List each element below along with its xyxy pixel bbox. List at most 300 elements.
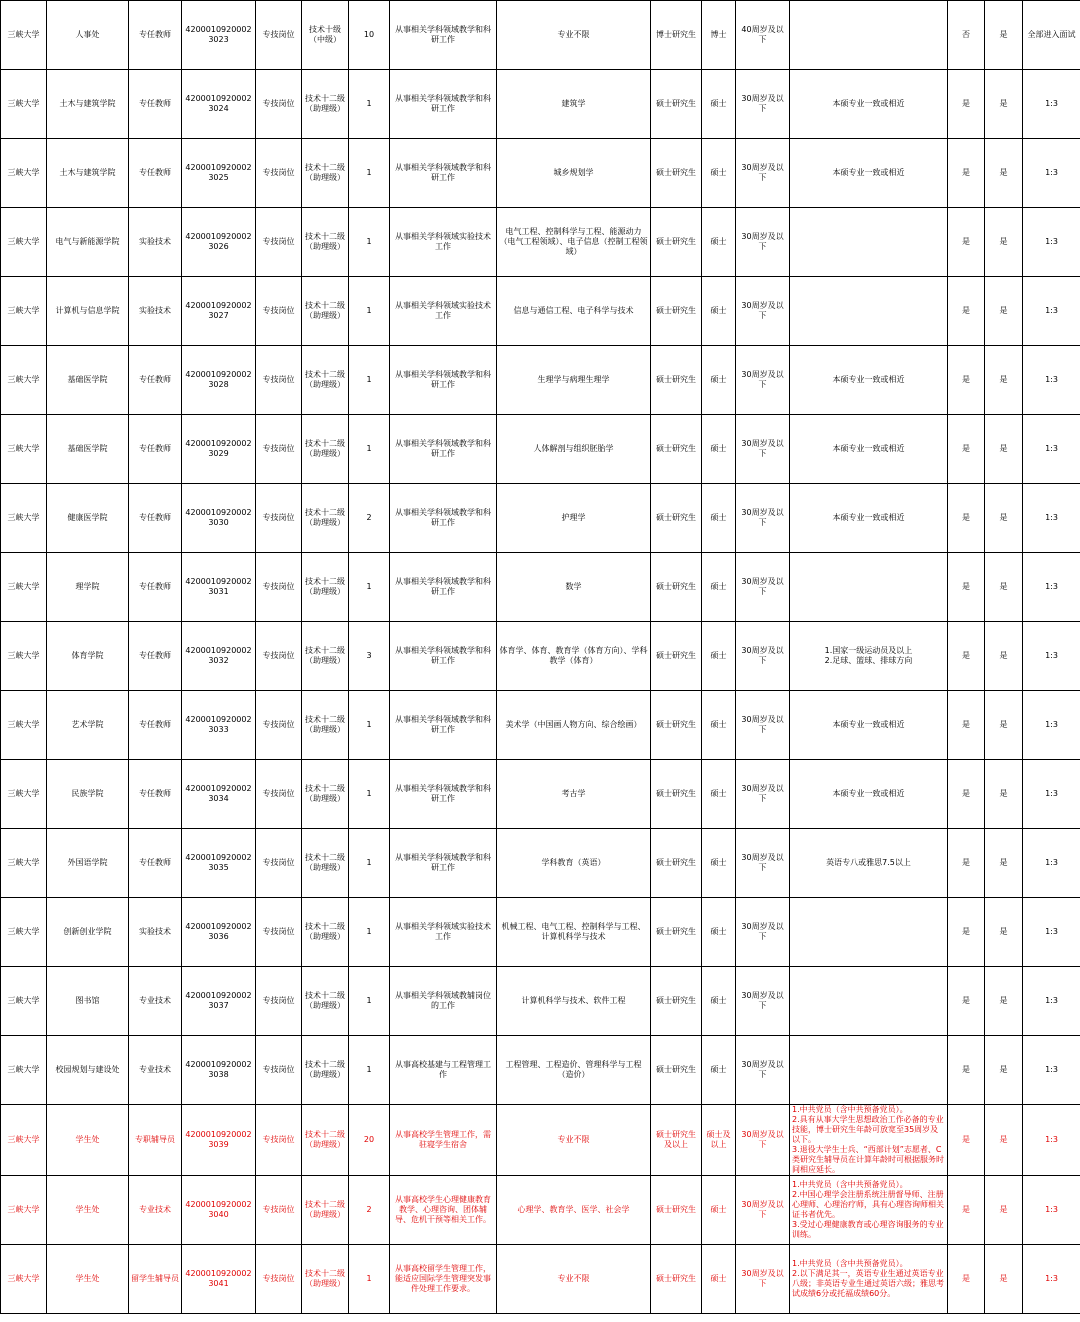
post-code-cell: 42000109200023037 xyxy=(182,967,256,1036)
post-type-cell: 专业技术 xyxy=(129,967,182,1036)
headcount-cell: 1 xyxy=(349,898,390,967)
other-requirements-cell xyxy=(790,898,948,967)
post-type-cell: 专任教师 xyxy=(129,829,182,898)
post-type-cell: 实验技术 xyxy=(129,277,182,346)
degree-cell: 硕士 xyxy=(702,70,736,139)
duty-cell: 从事相关学科领域教学和科研工作 xyxy=(390,139,497,208)
post-level-cell: 技术十二级（助理级） xyxy=(302,898,349,967)
duty-cell: 从事相关学科领域实验技术工作 xyxy=(390,277,497,346)
condition-cell-2: 是 xyxy=(985,1,1023,70)
other-requirements-cell: 本硕专业一致或相近 xyxy=(790,139,948,208)
duty-cell: 从事相关学科领域教学和科研工作 xyxy=(390,70,497,139)
interview-ratio-cell: 1:3 xyxy=(1023,208,1080,277)
unit-cell: 三峡大学 xyxy=(1,70,47,139)
department-cell: 人事处 xyxy=(47,1,129,70)
headcount-cell: 2 xyxy=(349,484,390,553)
age-cell: 30周岁及以下 xyxy=(736,622,790,691)
post-category-cell: 专技岗位 xyxy=(256,898,302,967)
post-level-cell: 技术十二级（助理级） xyxy=(302,1105,349,1176)
duty-cell: 从事相关学科领域教学和科研工作 xyxy=(390,346,497,415)
table-body xyxy=(1,1,1080,1314)
headcount-cell: 1 xyxy=(349,1036,390,1105)
department-cell: 图书馆 xyxy=(47,967,129,1036)
table-row xyxy=(1,553,1080,622)
other-requirements-cell: 本硕专业一致或相近 xyxy=(790,346,948,415)
condition-cell-1: 是 xyxy=(948,1105,985,1176)
condition-cell-2: 是 xyxy=(985,208,1023,277)
duty-cell: 从事相关学科领域教学和科研工作 xyxy=(390,760,497,829)
department-cell: 计算机与信息学院 xyxy=(47,277,129,346)
post-category-cell: 专技岗位 xyxy=(256,553,302,622)
interview-ratio-cell: 1:3 xyxy=(1023,139,1080,208)
post-code-cell: 42000109200023025 xyxy=(182,139,256,208)
other-requirements-cell xyxy=(790,208,948,277)
table-row xyxy=(1,70,1080,139)
post-category-cell: 专技岗位 xyxy=(256,622,302,691)
major-cell: 计算机科学与技术、软件工程 xyxy=(497,967,651,1036)
condition-cell-1: 是 xyxy=(948,760,985,829)
post-type-cell: 专任教师 xyxy=(129,346,182,415)
post-category-cell: 专技岗位 xyxy=(256,760,302,829)
table-row xyxy=(1,484,1080,553)
interview-ratio-cell: 1:3 xyxy=(1023,484,1080,553)
post-type-cell: 专任教师 xyxy=(129,139,182,208)
headcount-cell: 20 xyxy=(349,1105,390,1176)
degree-cell: 硕士 xyxy=(702,553,736,622)
post-category-cell: 专技岗位 xyxy=(256,829,302,898)
major-cell: 信息与通信工程、电子科学与技术 xyxy=(497,277,651,346)
condition-cell-1: 是 xyxy=(948,1176,985,1245)
post-code-cell: 42000109200023034 xyxy=(182,760,256,829)
post-type-cell: 专任教师 xyxy=(129,1,182,70)
department-cell: 民族学院 xyxy=(47,760,129,829)
post-code-cell: 42000109200023031 xyxy=(182,553,256,622)
department-cell: 基础医学院 xyxy=(47,415,129,484)
table-row xyxy=(1,1036,1080,1105)
post-code-cell: 42000109200023028 xyxy=(182,346,256,415)
table-row xyxy=(1,346,1080,415)
post-level-cell: 技术十二级（助理级） xyxy=(302,139,349,208)
post-level-cell: 技术十二级（助理级） xyxy=(302,1176,349,1245)
post-type-cell: 专职辅导员 xyxy=(129,1105,182,1176)
post-category-cell: 专技岗位 xyxy=(256,967,302,1036)
condition-cell-2: 是 xyxy=(985,484,1023,553)
education-cell: 硕士研究生 xyxy=(651,484,702,553)
post-category-cell: 专技岗位 xyxy=(256,1,302,70)
degree-cell: 硕士 xyxy=(702,208,736,277)
table-row xyxy=(1,1105,1080,1176)
table-row xyxy=(1,415,1080,484)
age-cell: 30周岁及以下 xyxy=(736,70,790,139)
other-requirements-cell xyxy=(790,277,948,346)
other-requirements-cell: 1.中共党员（含中共预备党员）。 2.以下满足其一，英语专业生通过英语专业八级；非英语专业生通过英语六级；雅思考试成绩6分或托福成绩60分。 xyxy=(790,1245,948,1314)
interview-ratio-cell: 1:3 xyxy=(1023,829,1080,898)
table-row xyxy=(1,760,1080,829)
duty-cell: 从事相关学科领域教学和科研工作 xyxy=(390,622,497,691)
post-level-cell: 技术十二级（助理级） xyxy=(302,1036,349,1105)
degree-cell: 硕士及以上 xyxy=(702,1105,736,1176)
post-category-cell: 专技岗位 xyxy=(256,1176,302,1245)
interview-ratio-cell: 1:3 xyxy=(1023,760,1080,829)
education-cell: 硕士研究生 xyxy=(651,553,702,622)
headcount-cell: 1 xyxy=(349,139,390,208)
post-category-cell: 专技岗位 xyxy=(256,208,302,277)
department-cell: 学生处 xyxy=(47,1105,129,1176)
condition-cell-2: 是 xyxy=(985,898,1023,967)
duty-cell: 从事高校留学生管理工作，能适应国际学生管理突发事件处理工作要求。 xyxy=(390,1245,497,1314)
condition-cell-2: 是 xyxy=(985,139,1023,208)
interview-ratio-cell: 1:3 xyxy=(1023,898,1080,967)
condition-cell-1: 是 xyxy=(948,277,985,346)
post-level-cell: 技术十二级（助理级） xyxy=(302,70,349,139)
interview-ratio-cell: 1:3 xyxy=(1023,277,1080,346)
major-cell: 专业不限 xyxy=(497,1245,651,1314)
post-level-cell: 技术十二级（助理级） xyxy=(302,967,349,1036)
condition-cell-2: 是 xyxy=(985,415,1023,484)
post-category-cell: 专技岗位 xyxy=(256,139,302,208)
education-cell: 硕士研究生 xyxy=(651,1245,702,1314)
condition-cell-2: 是 xyxy=(985,277,1023,346)
headcount-cell: 3 xyxy=(349,622,390,691)
unit-cell: 三峡大学 xyxy=(1,1176,47,1245)
unit-cell: 三峡大学 xyxy=(1,208,47,277)
interview-ratio-cell: 全部进入面试 xyxy=(1023,1,1080,70)
other-requirements-cell: 本硕专业一致或相近 xyxy=(790,70,948,139)
headcount-cell: 1 xyxy=(349,277,390,346)
post-code-cell: 42000109200023032 xyxy=(182,622,256,691)
post-code-cell: 42000109200023038 xyxy=(182,1036,256,1105)
department-cell: 学生处 xyxy=(47,1245,129,1314)
post-category-cell: 专技岗位 xyxy=(256,70,302,139)
degree-cell: 硕士 xyxy=(702,277,736,346)
condition-cell-1: 是 xyxy=(948,208,985,277)
age-cell: 30周岁及以下 xyxy=(736,898,790,967)
department-cell: 土木与建筑学院 xyxy=(47,70,129,139)
table-row xyxy=(1,1176,1080,1245)
condition-cell-1: 是 xyxy=(948,1245,985,1314)
education-cell: 硕士研究生 xyxy=(651,1036,702,1105)
degree-cell: 硕士 xyxy=(702,967,736,1036)
duty-cell: 从事相关学科领域实验技术工作 xyxy=(390,898,497,967)
unit-cell: 三峡大学 xyxy=(1,415,47,484)
post-code-cell: 42000109200023029 xyxy=(182,415,256,484)
post-code-cell: 42000109200023030 xyxy=(182,484,256,553)
condition-cell-1: 是 xyxy=(948,898,985,967)
post-code-cell: 42000109200023040 xyxy=(182,1176,256,1245)
table-row xyxy=(1,277,1080,346)
other-requirements-cell: 本硕专业一致或相近 xyxy=(790,691,948,760)
interview-ratio-cell: 1:3 xyxy=(1023,1036,1080,1105)
other-requirements-cell: 本硕专业一致或相近 xyxy=(790,760,948,829)
major-cell: 体育学、体育、教育学（体育方向）、学科教学（体育） xyxy=(497,622,651,691)
education-cell: 硕士研究生 xyxy=(651,1176,702,1245)
post-level-cell: 技术十二级（助理级） xyxy=(302,415,349,484)
department-cell: 学生处 xyxy=(47,1176,129,1245)
table-row xyxy=(1,829,1080,898)
degree-cell: 硕士 xyxy=(702,1036,736,1105)
post-type-cell: 专任教师 xyxy=(129,484,182,553)
post-level-cell: 技术十二级（助理级） xyxy=(302,1245,349,1314)
post-type-cell: 专任教师 xyxy=(129,415,182,484)
post-category-cell: 专技岗位 xyxy=(256,1245,302,1314)
post-code-cell: 42000109200023033 xyxy=(182,691,256,760)
other-requirements-cell: 1.中共党员（含中共预备党员）。 2.具有从事大学生思想政治工作必备的专业技能，博士研究生年龄可放宽至35周岁及以下。 3.退役大学生士兵、“西部计划”志愿者、C类研究生辅导员在计算年龄时可根据服务时间相应延长。 xyxy=(790,1105,948,1176)
table-row xyxy=(1,1245,1080,1314)
unit-cell: 三峡大学 xyxy=(1,346,47,415)
interview-ratio-cell: 1:3 xyxy=(1023,691,1080,760)
age-cell: 30周岁及以下 xyxy=(736,139,790,208)
degree-cell: 硕士 xyxy=(702,691,736,760)
major-cell: 人体解剖与组织胚胎学 xyxy=(497,415,651,484)
condition-cell-1: 是 xyxy=(948,139,985,208)
age-cell: 30周岁及以下 xyxy=(736,208,790,277)
education-cell: 硕士研究生 xyxy=(651,691,702,760)
table-row xyxy=(1,967,1080,1036)
post-type-cell: 实验技术 xyxy=(129,208,182,277)
post-category-cell: 专技岗位 xyxy=(256,1036,302,1105)
major-cell: 美术学（中国画人物方向、综合绘画） xyxy=(497,691,651,760)
major-cell: 心理学、教育学、医学、社会学 xyxy=(497,1176,651,1245)
other-requirements-cell xyxy=(790,1036,948,1105)
post-level-cell: 技术十级（中级） xyxy=(302,1,349,70)
post-type-cell: 专任教师 xyxy=(129,691,182,760)
major-cell: 建筑学 xyxy=(497,70,651,139)
condition-cell-1: 是 xyxy=(948,484,985,553)
education-cell: 硕士研究生 xyxy=(651,208,702,277)
headcount-cell: 1 xyxy=(349,70,390,139)
headcount-cell: 1 xyxy=(349,415,390,484)
unit-cell: 三峡大学 xyxy=(1,691,47,760)
unit-cell: 三峡大学 xyxy=(1,1245,47,1314)
post-type-cell: 专任教师 xyxy=(129,760,182,829)
degree-cell: 硕士 xyxy=(702,346,736,415)
post-category-cell: 专技岗位 xyxy=(256,277,302,346)
post-type-cell: 专业技术 xyxy=(129,1176,182,1245)
headcount-cell: 1 xyxy=(349,1245,390,1314)
condition-cell-2: 是 xyxy=(985,691,1023,760)
headcount-cell: 10 xyxy=(349,1,390,70)
interview-ratio-cell: 1:3 xyxy=(1023,553,1080,622)
unit-cell: 三峡大学 xyxy=(1,484,47,553)
degree-cell: 硕士 xyxy=(702,898,736,967)
other-requirements-cell xyxy=(790,553,948,622)
other-requirements-cell: 本硕专业一致或相近 xyxy=(790,415,948,484)
department-cell: 体育学院 xyxy=(47,622,129,691)
unit-cell: 三峡大学 xyxy=(1,622,47,691)
interview-ratio-cell: 1:3 xyxy=(1023,346,1080,415)
department-cell: 创新创业学院 xyxy=(47,898,129,967)
age-cell: 40周岁及以下 xyxy=(736,1,790,70)
degree-cell: 硕士 xyxy=(702,139,736,208)
interview-ratio-cell: 1:3 xyxy=(1023,1176,1080,1245)
age-cell: 30周岁及以下 xyxy=(736,967,790,1036)
degree-cell: 硕士 xyxy=(702,1245,736,1314)
education-cell: 硕士研究生 xyxy=(651,760,702,829)
post-code-cell: 42000109200023027 xyxy=(182,277,256,346)
education-cell: 硕士研究生 xyxy=(651,898,702,967)
major-cell: 专业不限 xyxy=(497,1105,651,1176)
department-cell: 校园规划与建设处 xyxy=(47,1036,129,1105)
unit-cell: 三峡大学 xyxy=(1,1036,47,1105)
degree-cell: 硕士 xyxy=(702,415,736,484)
headcount-cell: 1 xyxy=(349,760,390,829)
age-cell: 30周岁及以下 xyxy=(736,277,790,346)
post-level-cell: 技术十二级（助理级） xyxy=(302,484,349,553)
age-cell: 30周岁及以下 xyxy=(736,415,790,484)
condition-cell-1: 是 xyxy=(948,1036,985,1105)
other-requirements-cell: 1.国家一级运动员及以上 2.足球、篮球、排球方向 xyxy=(790,622,948,691)
table-row xyxy=(1,208,1080,277)
unit-cell: 三峡大学 xyxy=(1,898,47,967)
unit-cell: 三峡大学 xyxy=(1,967,47,1036)
degree-cell: 硕士 xyxy=(702,622,736,691)
post-level-cell: 技术十二级（助理级） xyxy=(302,208,349,277)
condition-cell-1: 是 xyxy=(948,346,985,415)
unit-cell: 三峡大学 xyxy=(1,1105,47,1176)
duty-cell: 从事相关学科领域实验技术工作 xyxy=(390,208,497,277)
other-requirements-cell xyxy=(790,967,948,1036)
table-row xyxy=(1,139,1080,208)
major-cell: 城乡规划学 xyxy=(497,139,651,208)
duty-cell: 从事相关学科领域教学和科研工作 xyxy=(390,829,497,898)
duty-cell: 从事高校学生管理工作，需驻寝学生宿舍 xyxy=(390,1105,497,1176)
post-code-cell: 42000109200023036 xyxy=(182,898,256,967)
headcount-cell: 2 xyxy=(349,1176,390,1245)
duty-cell: 从事高校基建与工程管理工作 xyxy=(390,1036,497,1105)
education-cell: 硕士研究生 xyxy=(651,415,702,484)
department-cell: 外国语学院 xyxy=(47,829,129,898)
post-level-cell: 技术十二级（助理级） xyxy=(302,553,349,622)
post-type-cell: 专业技术 xyxy=(129,1036,182,1105)
condition-cell-1: 是 xyxy=(948,70,985,139)
headcount-cell: 1 xyxy=(349,829,390,898)
age-cell: 30周岁及以下 xyxy=(736,1176,790,1245)
unit-cell: 三峡大学 xyxy=(1,760,47,829)
major-cell: 工程管理、工程造价、管理科学与工程（造价） xyxy=(497,1036,651,1105)
other-requirements-cell: 1.中共党员（含中共预备党员）。 2.中国心理学会注册系统注册督导师、注册心理师、心理治疗师，具有心理咨询师相关证书者优先。 3.受过心理健康教育或心理咨询服务的专业训练。 xyxy=(790,1176,948,1245)
department-cell: 艺术学院 xyxy=(47,691,129,760)
condition-cell-2: 是 xyxy=(985,829,1023,898)
post-type-cell: 专任教师 xyxy=(129,553,182,622)
condition-cell-2: 是 xyxy=(985,622,1023,691)
interview-ratio-cell: 1:3 xyxy=(1023,622,1080,691)
major-cell: 考古学 xyxy=(497,760,651,829)
condition-cell-1: 是 xyxy=(948,691,985,760)
education-cell: 硕士研究生及以上 xyxy=(651,1105,702,1176)
major-cell: 电气工程、控制科学与工程、能源动力（电气工程领域）、电子信息（控制工程领域） xyxy=(497,208,651,277)
department-cell: 电气与新能源学院 xyxy=(47,208,129,277)
headcount-cell: 1 xyxy=(349,346,390,415)
post-type-cell: 专任教师 xyxy=(129,622,182,691)
table-row xyxy=(1,691,1080,760)
interview-ratio-cell: 1:3 xyxy=(1023,70,1080,139)
education-cell: 硕士研究生 xyxy=(651,622,702,691)
interview-ratio-cell: 1:3 xyxy=(1023,415,1080,484)
age-cell: 30周岁及以下 xyxy=(736,760,790,829)
major-cell: 护理学 xyxy=(497,484,651,553)
post-category-cell: 专技岗位 xyxy=(256,415,302,484)
post-level-cell: 技术十二级（助理级） xyxy=(302,691,349,760)
headcount-cell: 1 xyxy=(349,208,390,277)
duty-cell: 从事相关学科领域教学和科研工作 xyxy=(390,484,497,553)
condition-cell-2: 是 xyxy=(985,553,1023,622)
condition-cell-2: 是 xyxy=(985,760,1023,829)
major-cell: 生理学与病理生理学 xyxy=(497,346,651,415)
post-category-cell: 专技岗位 xyxy=(256,346,302,415)
degree-cell: 硕士 xyxy=(702,1176,736,1245)
post-code-cell: 42000109200023024 xyxy=(182,70,256,139)
education-cell: 博士研究生 xyxy=(651,1,702,70)
condition-cell-1: 是 xyxy=(948,553,985,622)
post-type-cell: 留学生辅导员 xyxy=(129,1245,182,1314)
headcount-cell: 1 xyxy=(349,691,390,760)
age-cell: 30周岁及以下 xyxy=(736,691,790,760)
post-level-cell: 技术十二级（助理级） xyxy=(302,277,349,346)
age-cell: 30周岁及以下 xyxy=(736,346,790,415)
condition-cell-2: 是 xyxy=(985,967,1023,1036)
post-level-cell: 技术十二级（助理级） xyxy=(302,829,349,898)
interview-ratio-cell: 1:3 xyxy=(1023,967,1080,1036)
major-cell: 机械工程、电气工程、控制科学与工程、计算机科学与技术 xyxy=(497,898,651,967)
education-cell: 硕士研究生 xyxy=(651,139,702,208)
age-cell: 30周岁及以下 xyxy=(736,553,790,622)
unit-cell: 三峡大学 xyxy=(1,139,47,208)
degree-cell: 博士 xyxy=(702,1,736,70)
unit-cell: 三峡大学 xyxy=(1,553,47,622)
condition-cell-1: 是 xyxy=(948,829,985,898)
department-cell: 理学院 xyxy=(47,553,129,622)
condition-cell-1: 是 xyxy=(948,415,985,484)
post-type-cell: 实验技术 xyxy=(129,898,182,967)
degree-cell: 硕士 xyxy=(702,829,736,898)
education-cell: 硕士研究生 xyxy=(651,829,702,898)
education-cell: 硕士研究生 xyxy=(651,70,702,139)
age-cell: 30周岁及以下 xyxy=(736,829,790,898)
condition-cell-2: 是 xyxy=(985,346,1023,415)
unit-cell: 三峡大学 xyxy=(1,829,47,898)
duty-cell: 从事相关学科领域教学和科研工作 xyxy=(390,415,497,484)
post-code-cell: 42000109200023035 xyxy=(182,829,256,898)
duty-cell: 从事高校学生心理健康教育教学、心理咨询、团体辅导、危机干预等相关工作。 xyxy=(390,1176,497,1245)
other-requirements-cell xyxy=(790,1,948,70)
table-row xyxy=(1,898,1080,967)
unit-cell: 三峡大学 xyxy=(1,1,47,70)
duty-cell: 从事相关学科领域教学和科研工作 xyxy=(390,691,497,760)
condition-cell-2: 是 xyxy=(985,1036,1023,1105)
age-cell: 30周岁及以下 xyxy=(736,1245,790,1314)
education-cell: 硕士研究生 xyxy=(651,277,702,346)
education-cell: 硕士研究生 xyxy=(651,346,702,415)
other-requirements-cell: 英语专八或雅思7.5以上 xyxy=(790,829,948,898)
condition-cell-1: 是 xyxy=(948,967,985,1036)
condition-cell-1: 是 xyxy=(948,622,985,691)
condition-cell-1: 否 xyxy=(948,1,985,70)
condition-cell-2: 是 xyxy=(985,1245,1023,1314)
condition-cell-2: 是 xyxy=(985,1105,1023,1176)
condition-cell-2: 是 xyxy=(985,70,1023,139)
major-cell: 学科教育（英语） xyxy=(497,829,651,898)
table-row xyxy=(1,622,1080,691)
post-level-cell: 技术十二级（助理级） xyxy=(302,346,349,415)
department-cell: 健康医学院 xyxy=(47,484,129,553)
post-code-cell: 42000109200023039 xyxy=(182,1105,256,1176)
major-cell: 专业不限 xyxy=(497,1,651,70)
education-cell: 硕士研究生 xyxy=(651,967,702,1036)
duty-cell: 从事相关学科领域教学和科研工作 xyxy=(390,1,497,70)
post-code-cell: 42000109200023026 xyxy=(182,208,256,277)
post-level-cell: 技术十二级（助理级） xyxy=(302,622,349,691)
age-cell: 30周岁及以下 xyxy=(736,484,790,553)
